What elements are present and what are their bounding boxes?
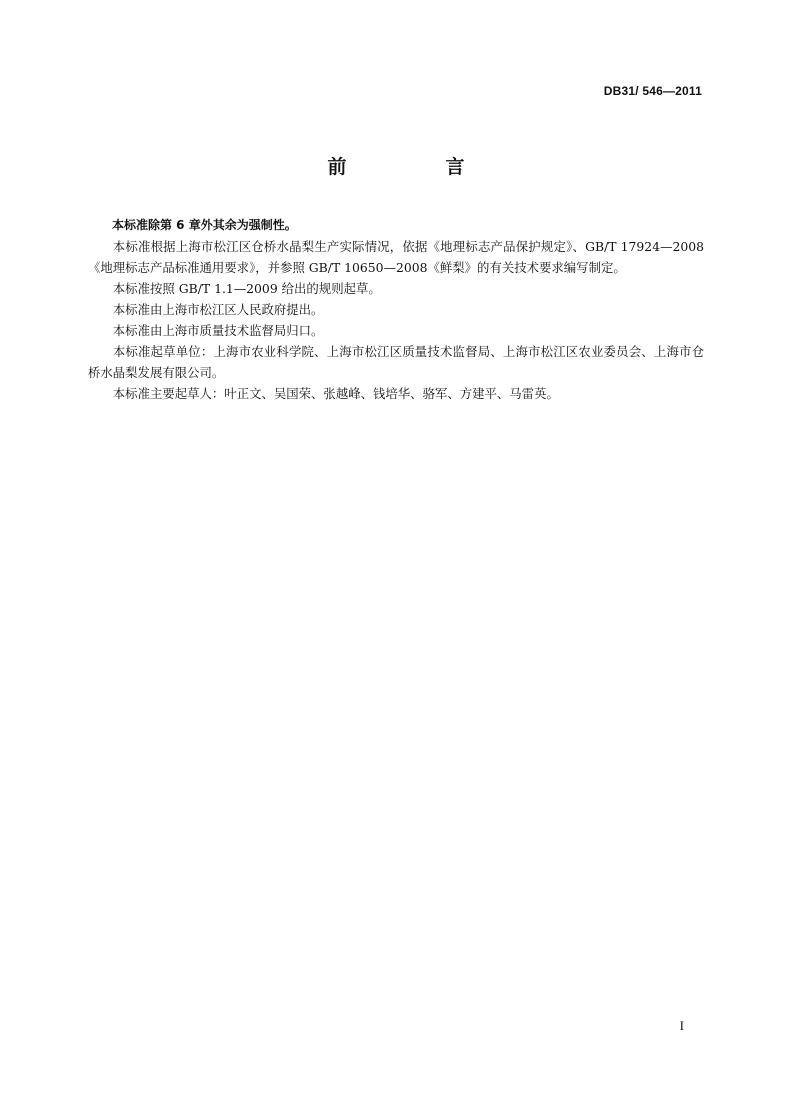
paragraph-drafting-rules: 本标准按照 GB/T 1.1—2009 给出的规则起草。 — [112, 281, 381, 296]
paragraph-proposer: 本标准由上海市松江区人民政府提出。 — [112, 302, 324, 317]
paragraph-drafting-units: 本标准起草单位：上海市农业科学院、上海市松江区质量技术监督局、上海市松江区农业委员会、上海市仓桥水晶梨发展有限公司。 — [88, 344, 704, 380]
paragraph-basis: 本标准根据上海市松江区仓桥水晶梨生产实际情况，依据《地理标志产品保护规定》、GB/T 17924—2008《地理标志产品标准通用要求》，并参照 GB/T 10650—2008《鲜梨》的有关技术要求编写制定。 — [88, 239, 704, 275]
paragraph-mandatory-note: 本标准除第 6 章外其余为强制性。 — [112, 218, 297, 232]
paragraph-drafters: 本标准主要起草人：叶正文、吴国荣、张越峰、钱培华、骆军、方建平、马雷英。 — [112, 386, 559, 401]
page-number: I — [679, 1018, 684, 1033]
document-code: DB31/ 546—2011 — [603, 84, 702, 98]
foreword-body — [88, 215, 704, 404]
paragraph-responsible-unit: 本标准由上海市质量技术监督局归口。 — [112, 323, 324, 338]
page-title: 前 言 — [327, 156, 505, 178]
